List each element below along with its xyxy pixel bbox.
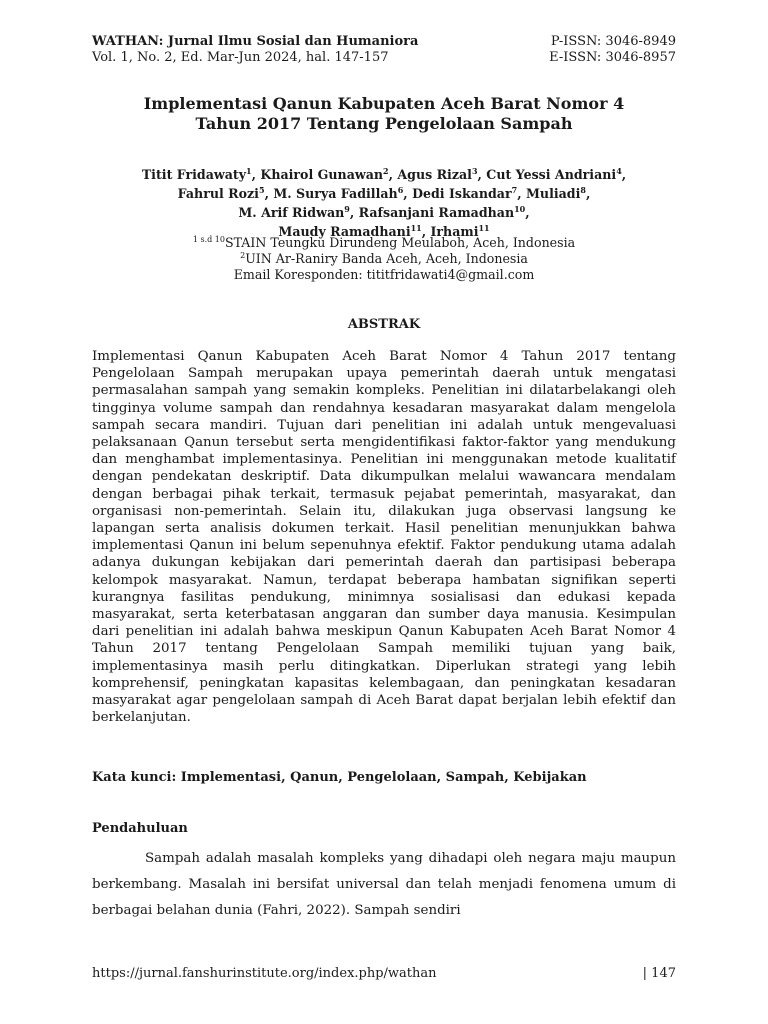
author-name: Khairol Gunawan	[260, 167, 384, 182]
author-name: Fahrul Rozi	[177, 186, 259, 201]
author-name: Rafsanjani Ramadhan	[358, 205, 515, 220]
author-sup: 11	[478, 222, 490, 233]
e-issn: E-ISSN: 3046-8957	[549, 50, 676, 65]
paper-title	[92, 94, 676, 134]
affiliation-line	[92, 235, 676, 251]
corresponding-email: Email Koresponden: tititfridawati4@gmail.com	[233, 267, 535, 282]
author-name: M. Arif Ridwan	[238, 205, 345, 220]
author-name: Muliadi	[525, 186, 581, 201]
author-list	[92, 165, 676, 241]
author-line: M. Arif Ridwan$^9$, Rafsanjani Ramadhan$^{10}$,	[238, 203, 530, 220]
author-line: Maudy Ramadhani$^{11}$, Irhami$^{11}$	[278, 222, 490, 239]
institution: STAIN Teungku Dirundeng Meulaboh, Aceh, Indonesia	[224, 235, 576, 250]
author-sup: 4	[616, 165, 622, 176]
author-sup: 5	[258, 184, 265, 195]
title-line: Implementasi Qanun Kabupaten Aceh Barat Nomor 4	[143, 94, 625, 113]
abstract-text: Implementasi Qanun Kabupaten Aceh Barat Nomor 4 Tahun 2017 tentang Pengelolaan Sampah merupakan upaya pemerintah daerah untuk mengatasi permasalahan sampah yang semakin kompleks. Penelitian ini dilatarbelakangi oleh tingginya volume sampah dan rendahnya kesadaran masyarakat dalam mengelola sampah secara mandiri. Tujuan dari penelitian ini adalah untuk mengevaluasi pelaksanaan Qanun tersebut serta mengidentifikasi faktor-faktor yang mendukung dan menghambat implementasinya. Penelitian ini menggunakan metode kualitatif dengan pendekatan deskriptif. Data dikumpulkan melalui wawancara mendalam dengan berbagai pihak terkait, termasuk pejabat pemerintah, masyarakat, dan organisasi non-pemerintah. Selain itu, dilakukan juga observasi langsung ke lapangan serta analisis dokumen terkait. Hasil penelitian menunjukkan bahwa implementasi Qanun ini belum sepenuhnya efektif. Faktor pendukung utama adalah adanya dukungan kebijakan dari pemerintah daerah dan partisipasi beberapa kelompok masyarakat. Namun, terdapat beberapa hambatan signifikan seperti kurangnya fasilitas pendukung, minimnya sosialisasi dan edukasi kepada masyarakat, serta keterbatasan anggaran dan sumber daya manusia. Kesimpulan dari penelitian ini adalah bahwa meskipun Qanun Kabupaten Aceh Barat Nomor 4 Tahun 2017 tentang Pengelolaan Sampah memiliki tujuan yang baik, implementasinya masih perlu ditingkatkan. Diperlukan strategi yang lebih komprehensif, peningkatan kapasitas kelembagaan, dan peningkatan kesadaran masyarakat agar pengelolaan sampah di Aceh Barat dapat berjalan lebih efektif dan berkelanjutan.	[92, 349, 676, 726]
institution: UIN Ar-Raniry Banda Aceh, Aceh, Indonesia	[245, 251, 528, 266]
journal-name: WATHAN: Jurnal Ilmu Sosial dan Humaniora	[92, 34, 419, 49]
running-header-left	[92, 34, 418, 66]
footer-url: https://jurnal.fanshurinstitute.org/index.php/wathan	[92, 966, 437, 981]
author-line: Titit Fridawaty$^1$, Khairol Gunawan$^2$, Agus Rizal$^3$, Cut Yessi Andriani$^4$,	[141, 165, 627, 182]
author-sup: 3	[471, 165, 478, 176]
affiliations	[92, 235, 676, 283]
title-line: Tahun 2017 Tentang Pengelolaan Sampah	[195, 114, 573, 133]
page-number: | 147	[642, 966, 676, 981]
author-name: Irhami	[430, 224, 479, 239]
author-name: Dedi Iskandar	[412, 186, 512, 201]
author-name: Agus Rizal	[397, 167, 472, 182]
abstract-heading: ABSTRAK	[347, 317, 421, 332]
author-sup: 6	[397, 184, 404, 195]
author-name: Cut Yessi Andriani	[486, 167, 617, 182]
author-line: Fahrul Rozi$^5$, M. Surya Fadillah$^6$, Dedi Iskandar$^7$, Muliadi$^8$,	[177, 184, 591, 201]
running-header-right	[549, 34, 676, 66]
author-sup: 7	[511, 184, 518, 195]
affiliation-sup: 2	[240, 250, 246, 260]
p-issn: P-ISSN: 3046-8949	[550, 34, 676, 49]
author-sup: 2	[383, 165, 389, 176]
keywords: Kata kunci: Implementasi, Qanun, Pengelolaan, Sampah, Kebijakan	[92, 770, 587, 785]
author-sup: 9	[344, 203, 350, 214]
affiliation-sup: 1 s.d 10	[192, 234, 225, 244]
author-sup: 8	[580, 184, 586, 195]
author-sup: 10	[514, 203, 526, 214]
affiliation-line	[92, 251, 676, 267]
volume-info: Vol. 1, No. 2, Ed. Mar-Jun 2024, hal. 147-157	[92, 50, 389, 65]
section-heading: Pendahuluan	[92, 821, 188, 836]
author-name: Maudy Ramadhani	[278, 224, 411, 239]
author-sup: 1	[246, 165, 252, 176]
author-name: Titit Fridawaty	[141, 167, 247, 182]
author-sup: 11	[410, 222, 422, 233]
body-paragraph: Sampah adalah masalah kompleks yang dihadapi oleh negara maju maupun berkembang. Masalah ini bersifat universal dan telah menjadi fenomena umum di berbagai belahan dunia (Fahri, 2022). Sampah sendiri	[92, 851, 676, 918]
author-name: M. Surya Fadillah	[273, 186, 398, 201]
